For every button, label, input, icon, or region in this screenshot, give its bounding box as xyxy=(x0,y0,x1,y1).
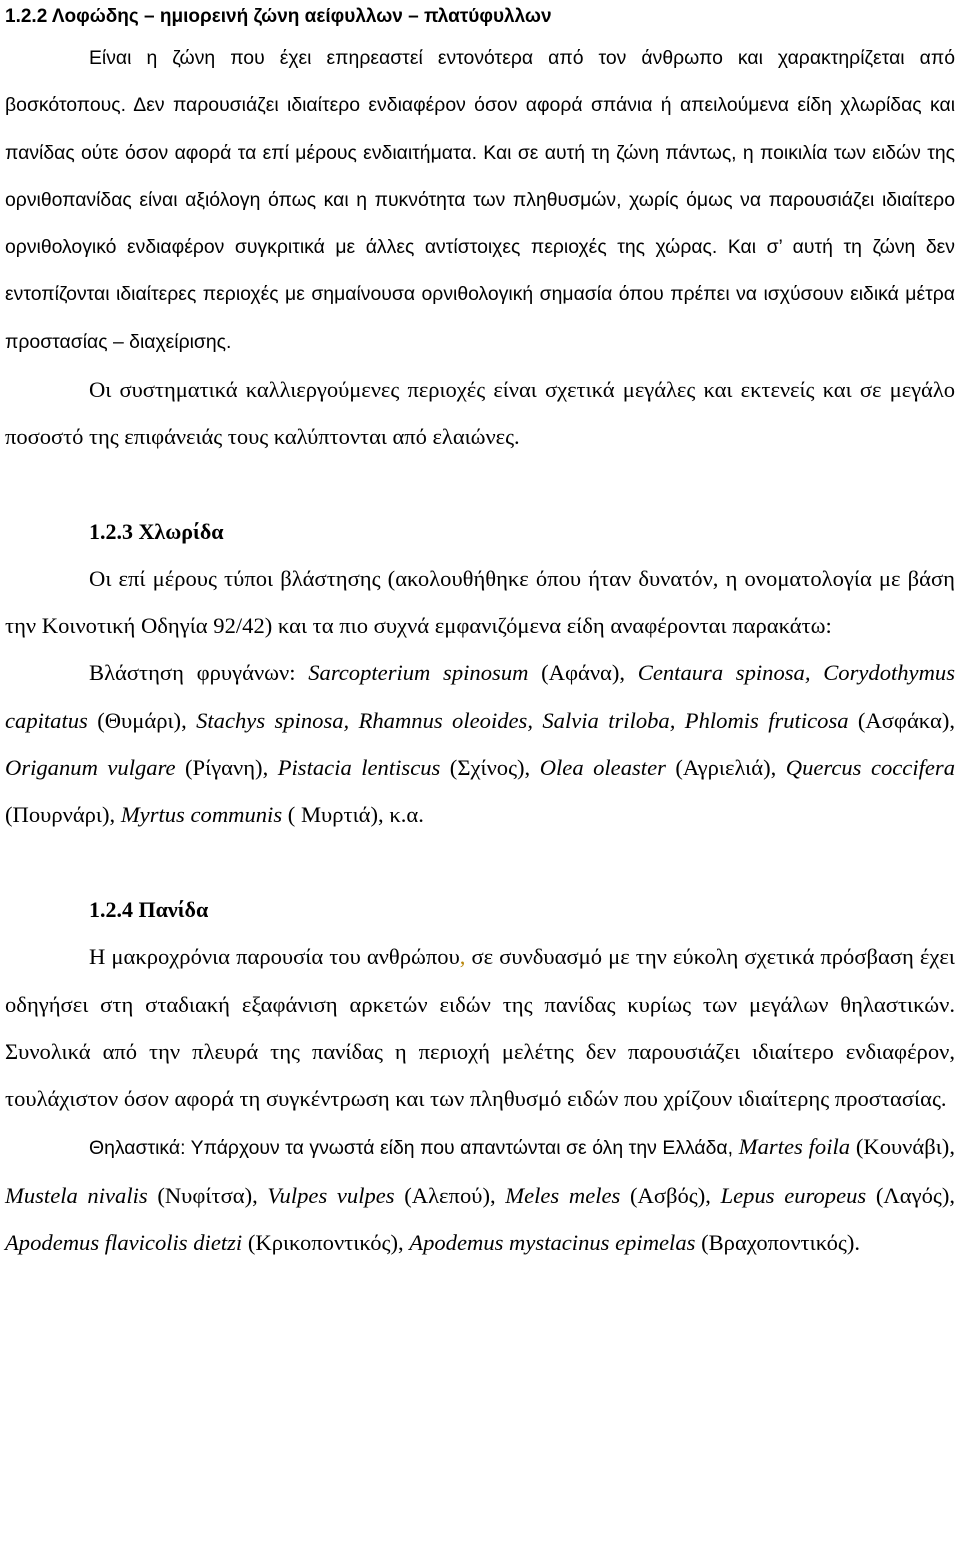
paragraph-hill-zone: Είναι η ζώνη που έχει επηρεαστεί εντονότερα από τον άνθρωπο και χαρακτηρίζεται από βοσκότοπους. Δεν παρουσιάζει ιδιαίτερο ενδιαφέρον όσον αφορά σπάνια ή απειλούμενα είδη χλωρίδας και πανίδας ούτε όσον αφορά τα επί μέρους ενδιαιτήματα. Και σε αυτή τη ζώνη πάντως, η ποικιλία των ειδών της ορνιθοπανίδας είναι αξιόλογη όπως και η πυκνότητα των πληθυσμών, χωρίς όμως να παρουσιάζει ιδιαίτερο ορνιθολογικό ενδιαφέρον συγκριτικά με άλλες αντίστοιχες περιοχές της χώρας. Και σ’ αυτή τη ζώνη δεν εντοπίζονται ιδιαίτερες περιοχές με σημαίνουσα ορνιθολογική σημασία όπου πρέπει να ισχύσουν ειδικά μέτρα προστασίας – διαχείρισης. xyxy=(5,47,955,353)
species-latin: Myrtus communis xyxy=(120,802,283,828)
species-latin: Pistacia lentiscus xyxy=(277,754,441,780)
phrygana-label: Βλάστηση φρυγάνων: xyxy=(89,660,296,686)
paragraph-flora-intro: Οι επί μέρους τύποι βλάστησης (ακολουθήθηκε όπου ήταν δυνατόν, η ονοματολογία με βάση την Κοινοτική Οδηγία 92/42) και τα πιο συχνά εμφανιζόμενα είδη αναφέρονται παρακάτω: xyxy=(5,565,955,638)
paragraph-fauna-intro xyxy=(5,933,955,1122)
species-common: (Θυμάρι), xyxy=(97,707,187,733)
mammal-latin: Martes foila xyxy=(738,1133,851,1159)
mammal-common: (Κουνάβι), xyxy=(855,1133,955,1159)
section-heading-1-2-3: 1.2.3 Χλωρίδα xyxy=(89,518,224,544)
species-common: ( Μυρτιά), κ.α. xyxy=(287,802,424,828)
species-common: (Ασφάκα), xyxy=(857,707,955,733)
species-latin: Olea oleaster xyxy=(539,754,666,780)
mammals-intro: Υπάρχουν τα γνωστά είδη που απαντώνται σε όλη την Ελλάδα, xyxy=(185,1136,733,1159)
mammal-latin: Lepus europeus xyxy=(720,1182,867,1208)
species-latin: Corydothymus capitatus xyxy=(5,660,955,733)
species-common: (Αφάνα), xyxy=(541,660,626,686)
mammals-label: Θηλαστικά: xyxy=(89,1136,186,1159)
fauna-text-a: Η μακροχρόνια παρουσία του ανθρώπου xyxy=(89,944,460,970)
species-latin: Rhamnus oleoides, xyxy=(358,707,533,733)
section-heading-1-2-2: 1.2.2 Λοφώδης – ημιορεινή ζώνη αείφυλλων – πλατύφυλλων xyxy=(5,6,552,27)
mammal-common: (Νυφίτσα), xyxy=(157,1182,258,1208)
mammal-common: (Βραχοποντικός). xyxy=(701,1230,860,1256)
paragraph-mammals xyxy=(5,1123,955,1267)
species-common: (Αγριελιά), xyxy=(675,754,777,780)
fauna-text-b: σε συνδυασμό με την εύκολη σχετικά πρόσβαση έχει οδηγήσει στη σταδιακή εξαφάνιση αρκετών ειδών της πανίδας κυρίως των μεγάλων θηλαστικών. Συνολικά από την πλευρά της πανίδας η περιοχή μελέτης δεν παρουσιάζει ιδιαίτερο ενδιαφέρον, τουλάχιστον όσον αφορά τη συγκέντρωση και των πληθυσμό ειδών που χρίζουν ιδιαίτερης προστασίας. xyxy=(5,944,955,1112)
species-common: (Σχίνος), xyxy=(449,754,531,780)
mammal-latin: Apodemus mystacinus epimelas xyxy=(409,1230,696,1256)
mammal-common: (Λαγός), xyxy=(875,1182,956,1208)
species-common: (Πουρνάρι), xyxy=(5,802,116,828)
species-latin: Salvia triloba, xyxy=(542,707,676,733)
document-page xyxy=(5,0,955,1267)
mammal-latin: Vulpes vulpes xyxy=(267,1182,395,1208)
mammal-common: (Αλεπού), xyxy=(404,1182,496,1208)
species-latin: Stachys spinosa, xyxy=(196,707,350,733)
fauna-comma: , xyxy=(459,944,466,970)
mammal-latin: Mustela nivalis xyxy=(5,1182,148,1208)
paragraph-phrygana-species xyxy=(5,649,955,838)
species-latin: Quercus coccifera xyxy=(785,754,955,780)
mammal-common: (Ασβός), xyxy=(629,1182,711,1208)
paragraph-cultivated-areas: Οι συστηματικά καλλιεργούμενες περιοχές είναι σχετικά μεγάλες και εκτενείς και σε μεγάλο ποσοστό της επιφάνειάς τους καλύπτονται από ελαιώνες. xyxy=(5,377,955,450)
species-latin: Phlomis fruticosa xyxy=(684,707,849,733)
species-common: (Ρίγανη), xyxy=(185,754,269,780)
section-heading-1-2-4: 1.2.4 Πανίδα xyxy=(89,897,209,923)
species-latin: Centaura spinosa, xyxy=(637,660,811,686)
mammal-common: (Κρικοποντικός), xyxy=(247,1230,404,1256)
species-latin: Sarcopterium spinosum xyxy=(308,660,529,686)
mammal-latin: Meles meles xyxy=(505,1182,621,1208)
species-latin: Origanum vulgare xyxy=(5,754,176,780)
mammal-latin: Apodemus flavicolis dietzi xyxy=(5,1230,243,1256)
